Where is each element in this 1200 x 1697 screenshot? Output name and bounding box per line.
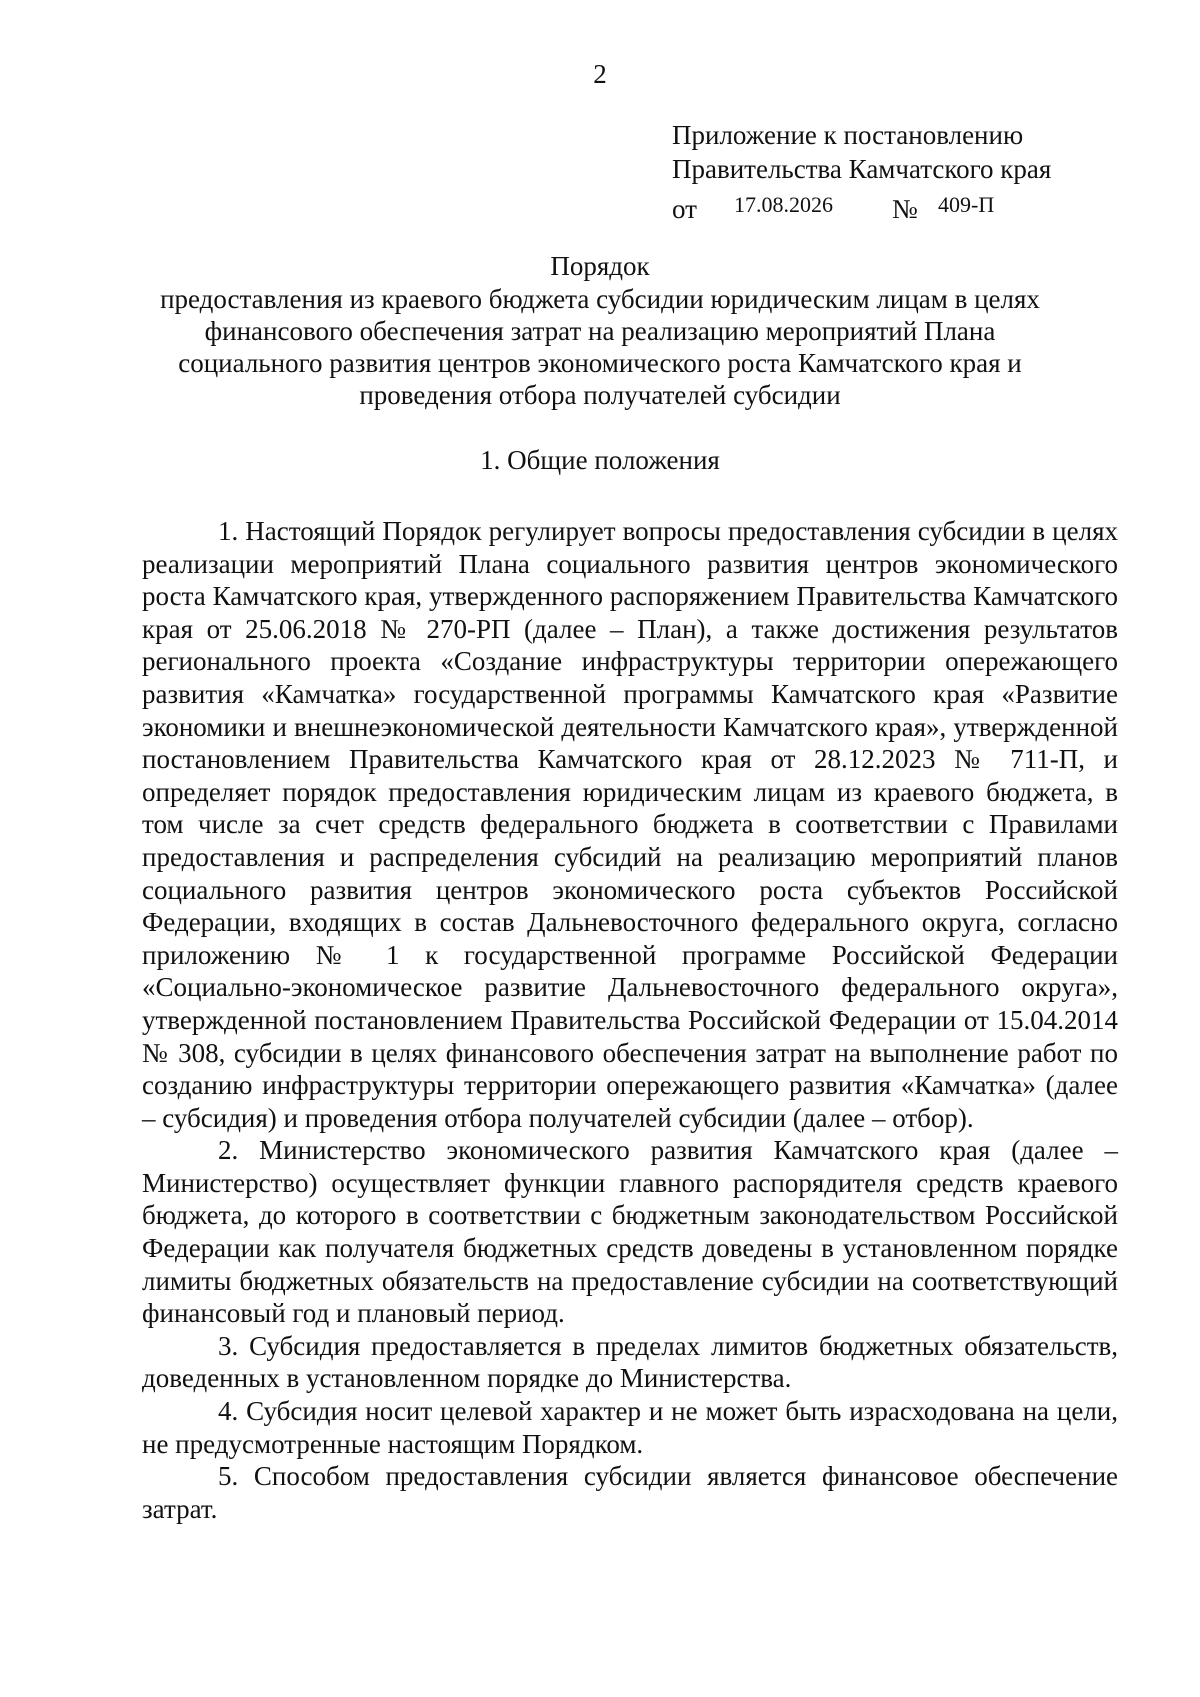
appendix-line-1: Приложение к постановлению: [672, 120, 1024, 150]
paragraph-4: 4. Субсидия носит целевой характер и не может быть израсходована на цели, не предусмотренные настоящим Порядком.: [142, 1396, 1118, 1459]
body-text: [142, 515, 1118, 1525]
appendix-block: [672, 118, 1072, 224]
date-prefix: от: [672, 194, 697, 224]
resolution-date: 17.08.2026: [734, 192, 833, 217]
document-title: Порядок: [550, 251, 650, 281]
paragraph-3: 3. Субсидия предоставляется в пределах лимитов бюджетных обязательств, доведенных в установленном порядке до Министерства.: [142, 1330, 1118, 1394]
subtitle-line: проведения отбора получателей субсидии: [359, 380, 841, 410]
resolution-number: 409-П: [938, 192, 995, 217]
page-number: 2: [593, 59, 607, 89]
document-subtitle: [130, 283, 1070, 411]
subtitle-line: предоставления из краевого бюджета субсидии юридическим лицам в целях: [160, 284, 1040, 314]
appendix-date-row: [672, 186, 1072, 224]
paragraph-2: 2. Министерство экономического развития Камчатского края (далее – Министерство) осуществляет функции главного распорядителя средств краевого бюджета, до которого в соответствии с бюджетным законодательством Российской Федерации как получателя бюджетных средств доведены в установленном порядке лимиты бюджетных обязательств на предоставление субсидии на соответствующий финансовый год и плановый период.: [142, 1135, 1118, 1329]
paragraph-5: 5. Способом предоставления субсидии является финансовое обеспечение затрат.: [142, 1461, 1118, 1524]
paragraph-1: 1. Настоящий Порядок регулирует вопросы предоставления субсидии в целях реализации мероприятий Плана социального развития центров экономического роста Камчатского края, утвержденного распоряжением Правительства Камчатского края от 25.06.2018 № 270-РП (далее – План), а также достижения результатов регионального проекта «Создание инфраструктуры территории опережающего развития «Камчатка» государственной программы Камчатского края «Развитие экономики и внешнеэкономической деятельности Камчатского края», утвержденной постановлением Правительства Камчатского края от 28.12.2023 № 711-П, и определяет порядок предоставления юридическим лицам из краевого бюджета, в том числе за счет средств федерального бюджета в соответствии с Правилами предоставления и распределения субсидий на реализацию мероприятий планов социального развития центров экономического роста субъектов Российской Федерации, входящих в состав Дальневосточного федерального округа, согласно приложению № 1 к государственной программе Российской Федерации «Социально-экономическое развитие Дальневосточного федерального округа», утвержденной постановлением Правительства Российской Федерации от 15.04.2014 № 308, субсидии в целях финансового обеспечения затрат на выполнение работ по созданию инфраструктуры территории опережающего развития «Камчатка» (далее – субсидия) и проведения отбора получателей субсидии (далее – отбор).: [142, 516, 1118, 1133]
appendix-line-2: Правительства Камчатского края: [672, 154, 1052, 184]
number-sign: №: [892, 194, 918, 224]
subtitle-line: финансового обеспечения затрат на реализацию мероприятий Плана: [204, 316, 996, 346]
section-heading: 1. Общие положения: [480, 445, 720, 475]
subtitle-line: социального развития центров экономического роста Камчатского края и: [178, 348, 1022, 378]
